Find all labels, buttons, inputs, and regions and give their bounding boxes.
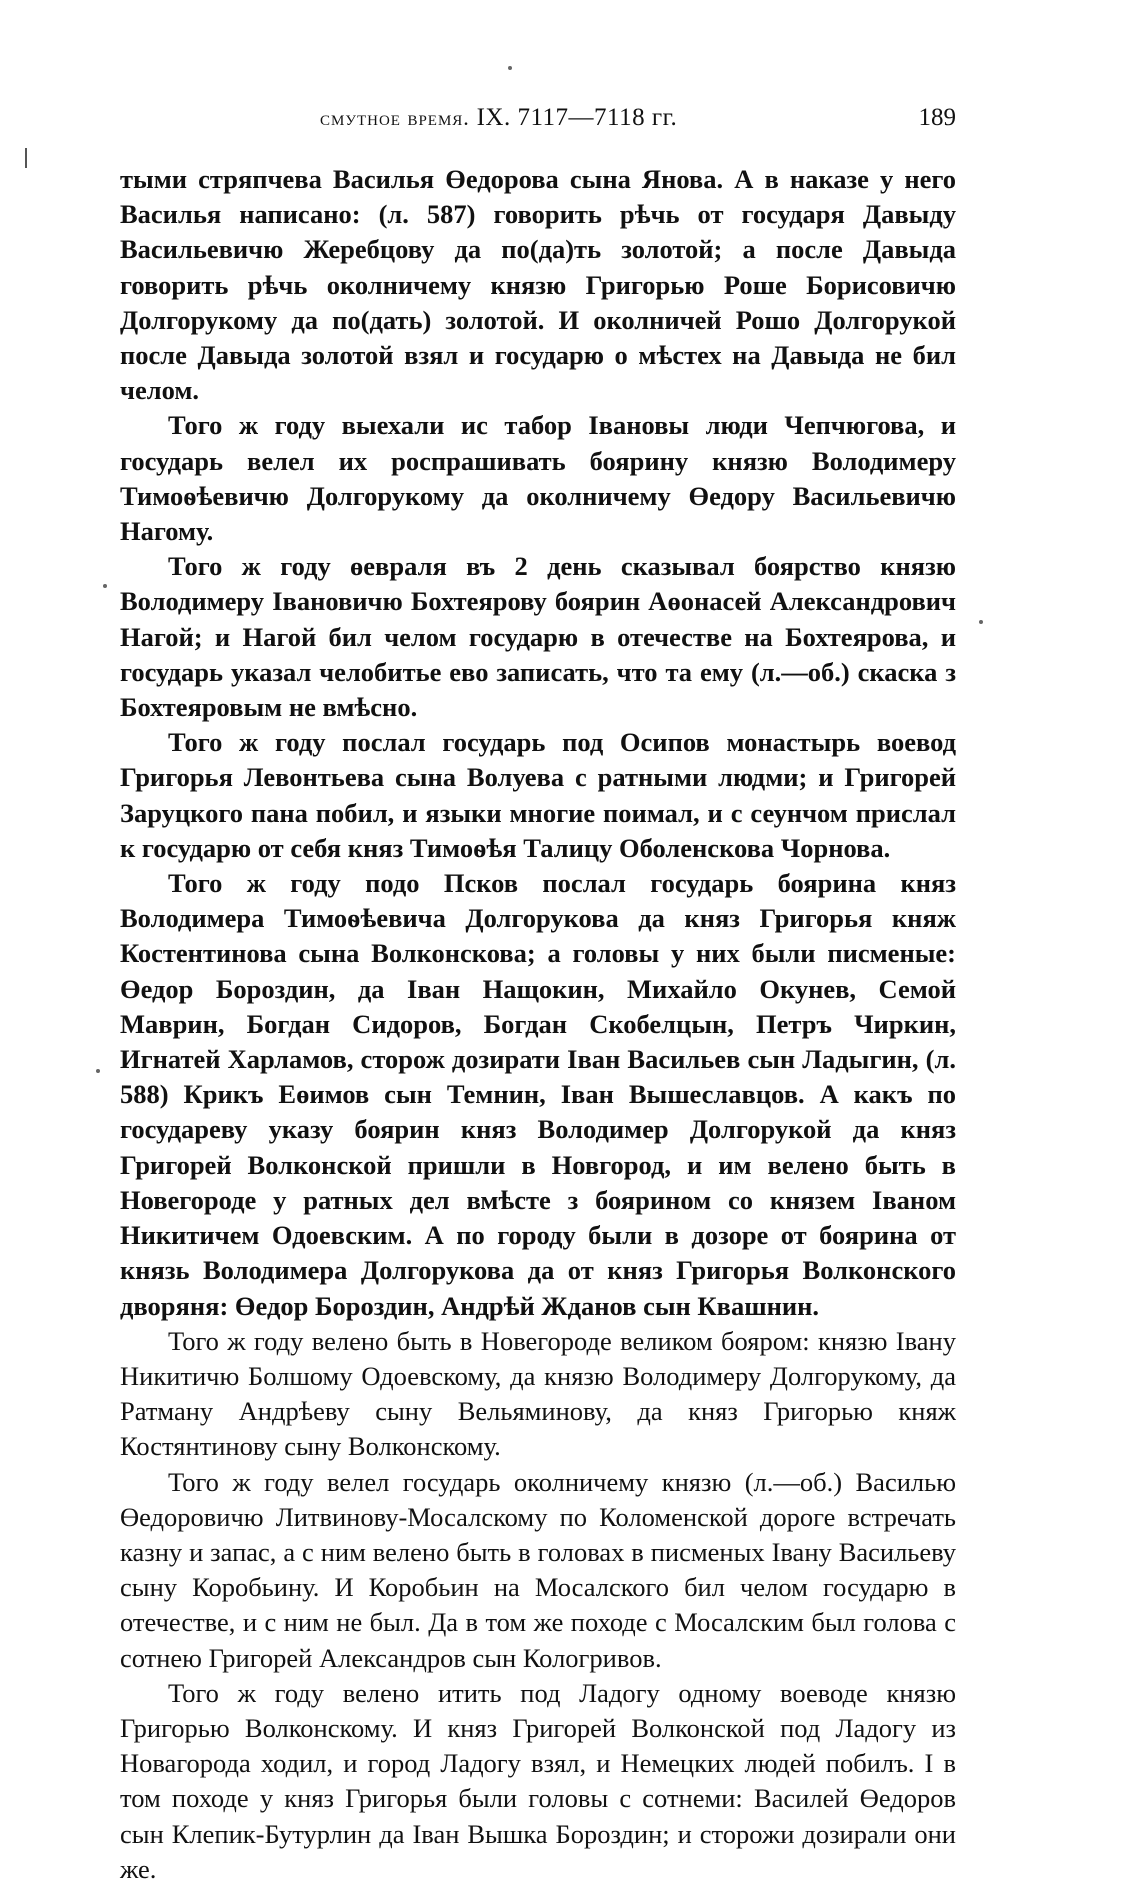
margin-mark	[25, 148, 27, 168]
running-title-numbers: IX. 7117—7118 гг.	[469, 104, 678, 131]
paragraph-5: Того ж году подо Псков послал государь боярина княз Володимера Тимоѳѣевича Долгорукова да княз Григорья княж Костентинова сына Волконскова; а головы у них были писменые: Өедор Бороздин, да Іван Нащокин, Михайло Окунев, Семой Маврин, Богдан Сидоров, Богдан Скобелцын, Петръ Чиркин, Игнатей Харламов, сторож дозирати Іван Васильев сын Ладыгин, (л. 588) Крикъ Еөимов сын Темнин, Іван Вышеславцов. А какъ по государеву указу боярин княз Володимер Долгорукой да княз Григорей Волконской пришли в Новгород, и им велено быть в Новегороде у ратных дел вмѣсте з боярином со князем Іваном Никитичем Одоевским. А по городу были в дозоре от боярина от князь Володимера Долгорукова да от княз Григорья Волконского дворяня: Өедор Бороздин, Андрѣй Жданов сын Квашнин.	[120, 868, 956, 1321]
margin-dot	[979, 620, 983, 624]
paragraph-7: Того ж году велел государь околничему князю (л.—об.) Василью Өедоровичю Литвинову-Мосалскому по Коломенской дороге встречать казну и запас, а с ним велено быть в головах в писменых Івану Васильеву сыну Коробьину. И Коробьин на Мосалского бил челом государю в отечестве, и с ним не был. Да в том же походе с Мосалским был голова с сотнею Григорей Александров сын Кологривов.	[120, 1466, 956, 1673]
page-number: 189	[918, 104, 956, 131]
paragraph-6: Того ж году велено быть в Новегороде великом бояром: князю Івану Никитичю Болшому Одоевскому, да князю Володимеру Долгорукому, да Ратману Андрѣеву сыну Вельяминову, да княз Григорью княж Костянтинову сыну Волконскому.	[120, 1325, 956, 1462]
margin-dot	[103, 584, 107, 588]
running-header	[120, 104, 956, 144]
margin-dot	[508, 66, 512, 70]
body-text	[120, 162, 956, 1887]
paragraph-8: Того ж году велено итить под Ладогу одному воеводе князю Григорью Волконскому. И княз Григорей Волконской под Ладогу из Новагорода ходил, и город Ладогу взял, и Немецких людей побилъ. І в том походе у княз Григорья были головы с сотнеми: Василей Өедоров сын Клепик-Бутурлин да Іван Вышка Бороздин; и сторожи дозирали они же.	[120, 1677, 956, 1884]
running-title-smallcaps: смутное время.	[320, 105, 470, 130]
paragraph-4: Того ж году послал государь под Осипов монастырь воевод Григорья Левонтьева сына Волуева с ратными людми; и Григорей Заруцкого пана побил, и языки многие поимал, и с сеунчом прислал к государю от себя княз Тимоѳѣя Талицу Оболенскова Чорнова.	[120, 727, 956, 863]
margin-dot	[96, 1069, 100, 1073]
paragraph-1: тыми стряпчева Василья Өедорова сына Янова. А в наказе у него Василья написано: (л. 587) говорить рѣчь от государя Давыду Васильевичю Жеребцову да по(да)ть золотой; а после Давыда говорить рѣчь околничему князю Григорью Роше Борисовичю Долгорукому да по(дать) золотой. И околничей Рошо Долгорукой после Давыда золотой взял и государю о мѣстех на Давыда не бил челом.	[120, 164, 956, 406]
paragraph-3: Того ж году өевраля въ 2 день сказывал боярство князю Володимеру Івановичю Бохтеярову боярин Аөонасей Александрович Нагой; и Нагой бил челом государю в отечестве на Бохтеярова, и государь указал челобитье ево записать, что та ему (л.—об.) скаска з Бохтеяровым не вмѣсно.	[120, 551, 956, 723]
paragraph-2: Того ж году выехали ис табор Івановы люди Чепчюгова, и государь велел их роспрашивать боярину князю Володимеру Тимоѳѣевичю Долгорукому да околничему Өедору Васильевичю Нагому.	[120, 410, 956, 547]
running-title	[320, 104, 677, 132]
